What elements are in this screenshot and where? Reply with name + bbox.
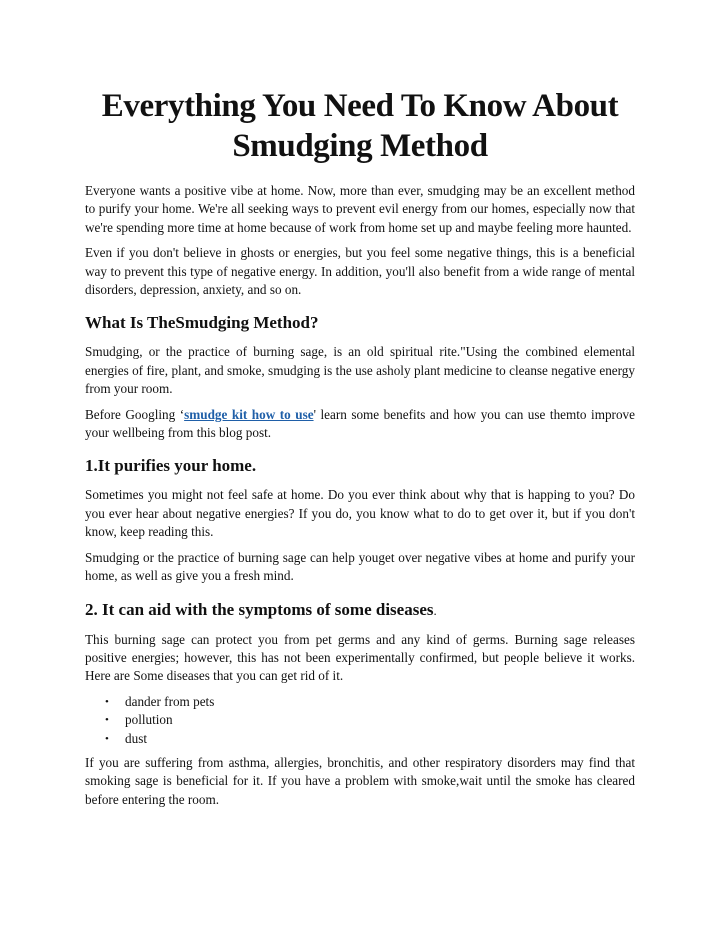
smudge-kit-link[interactable]: smudge kit how to use (184, 406, 314, 422)
section3-heading-text: 2. It can aid with the symptoms of some diseases (85, 599, 434, 619)
section1-paragraph-1: Smudging, or the practice of burning sage, is an old spiritual rite."Using the combined elemental energies of fire, plant, and smoke, smudging is the use asholy plant medicine to cleanse negative energy from your room. (85, 344, 635, 397)
title-line-1: Everything You Need To Know About (101, 88, 619, 124)
section3-paragraph-2: If you are suffering from asthma, allergies, bronchitis, and other respiratory disorders may find that smoking sage is beneficial for it. If you have a problem with smoke,wait until the smoke has cleared before entering the room. (85, 754, 635, 807)
list-item (85, 711, 635, 729)
list-item-text: dander from pets (125, 693, 215, 709)
section1-p2-after: ' learn some benefits and how you can use themto improve your wellbeing from this blog post. (85, 406, 635, 441)
section3-heading-trail: . (433, 602, 437, 618)
section2-paragraph-1: Sometimes you might not feel safe at home. Do you ever think about why that is happing to you? Do you ever hear about negative energies? If you do, you know what to do to get over it, but if you don't know, keep reading this. (85, 487, 635, 540)
page-title (85, 86, 635, 166)
bullet-icon: • (105, 714, 109, 727)
title-line-2: Smudging Method (232, 128, 488, 164)
bullet-icon: • (105, 695, 109, 708)
list-item-text: dust (125, 730, 147, 746)
intro-paragraph-1: Everyone wants a positive vibe at home. Now, more than ever, smudging may be an excellent method to purify your home. We're all seeking ways to prevent evil energy from our homes, especially now that we're spending more time at home because of work from home set up and maybe feeling more haunted. (85, 183, 635, 235)
section1-p2-before: Before Googling ‘ (85, 406, 185, 422)
section-heading-what-is: What Is TheSmudging Method? (85, 313, 319, 333)
bullet-icon: • (105, 732, 109, 745)
intro-paragraph-2: Even if you don't believe in ghosts or energies, but you feel some negative things, this is a beneficial way to prevent this type of negative energy. In addition, you'll also benefit from a wide range of mental disorders, depression, anxiety, and so on. (85, 245, 635, 298)
disease-list (85, 693, 635, 748)
section1-paragraph-2 (85, 406, 635, 443)
section-heading-diseases (85, 599, 635, 622)
section3-paragraph-1: This burning sage can protect you from pet germs and any kind of germs. Burning sage releases positive energies; however, this has not been experimentally confirmed, but people believe it works. Here are Some diseases that you can get rid of it. (85, 631, 635, 684)
section2-paragraph-2: Smudging or the practice of burning sage can help youget over negative vibes at home and purify your home, as well as give you a fresh mind. (85, 549, 635, 584)
list-item-text: pollution (125, 712, 173, 728)
list-item (85, 730, 635, 748)
list-item (85, 693, 635, 711)
section-heading-purifies: 1.It purifies your home. (85, 456, 257, 476)
